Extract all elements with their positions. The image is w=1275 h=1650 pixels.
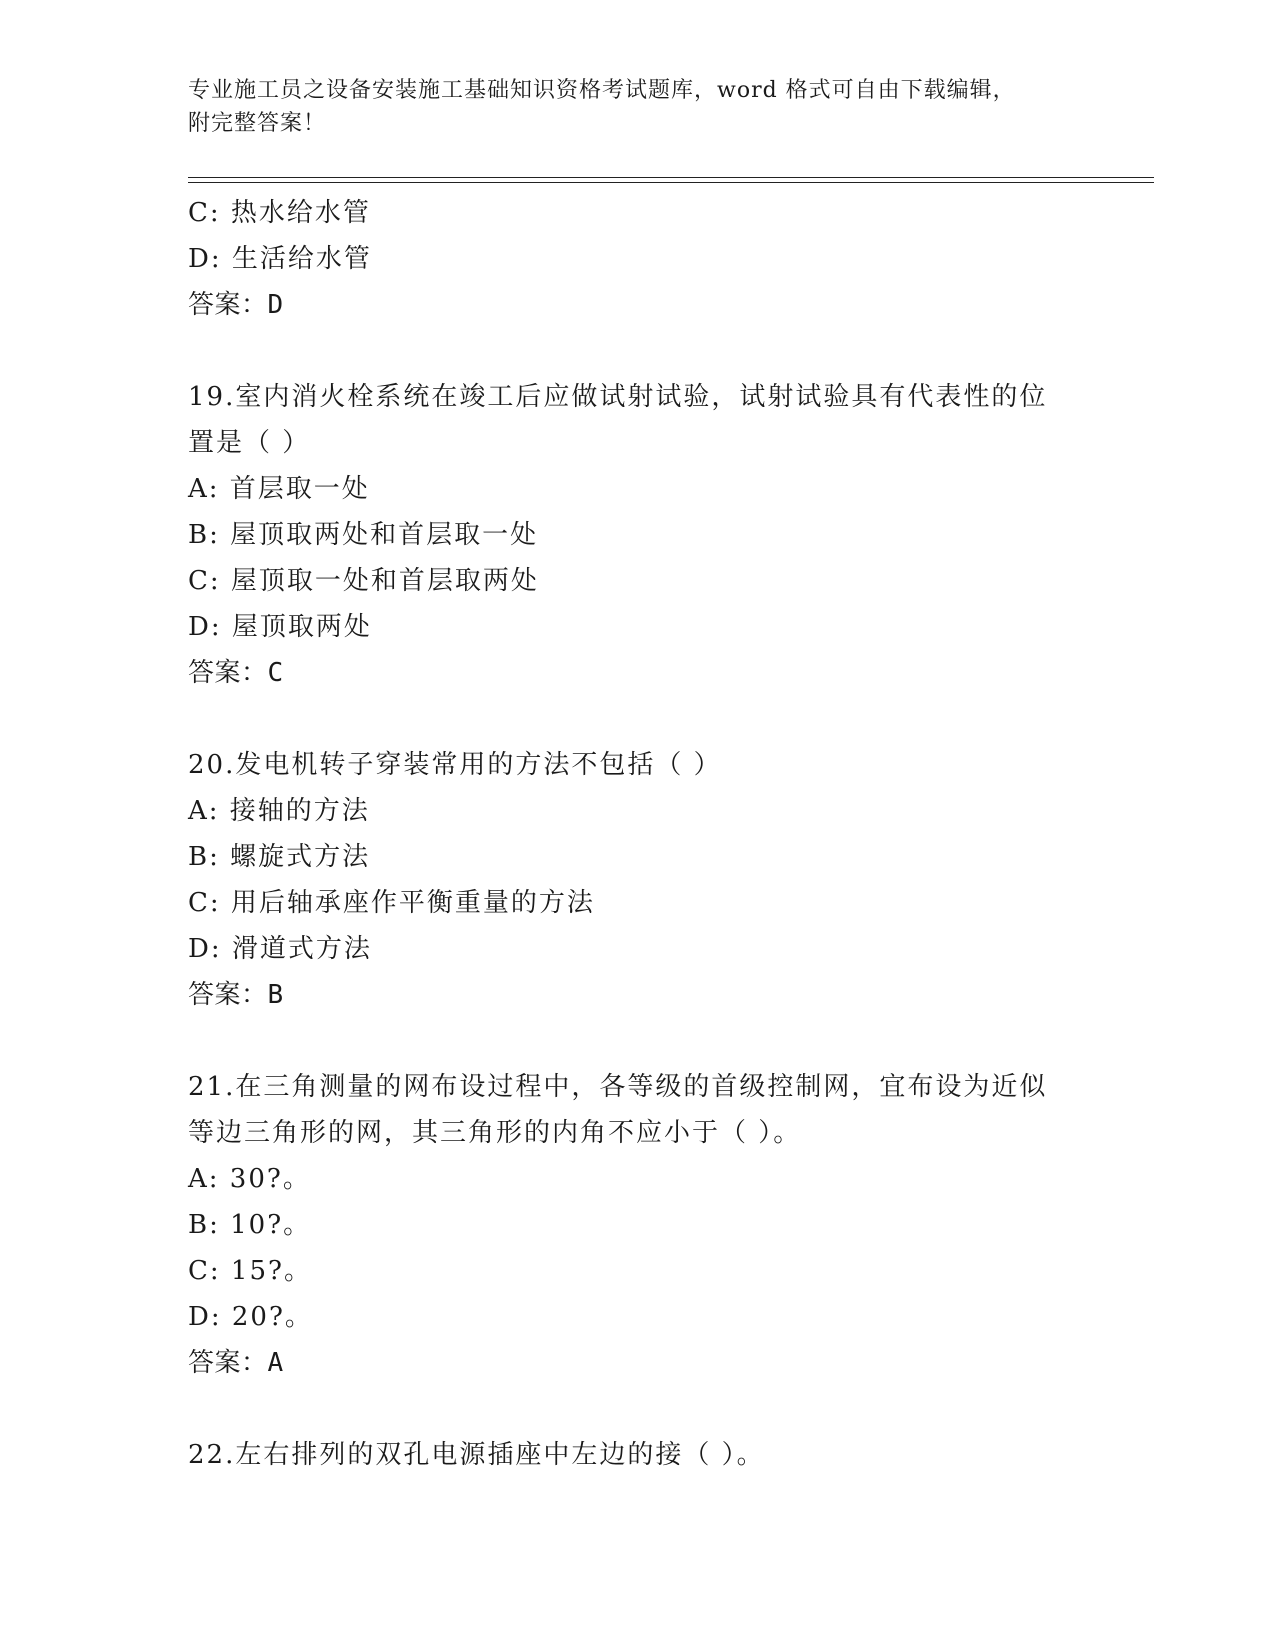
question-stem-continued: 置是（ ）: [188, 428, 311, 458]
option-d: D: 滑道式方法: [188, 934, 372, 964]
question-list: [188, 190, 1088, 1478]
spacer: [188, 696, 1088, 742]
option-a: A: 首层取一处: [188, 474, 370, 504]
option-b: B: 10?。: [188, 1210, 312, 1240]
option-c: C: 用后轴承座作平衡重量的方法: [188, 888, 595, 918]
question-stem: 19.室内消火栓系统在竣工后应做试射试验，试射试验具有代表性的位: [188, 382, 1048, 412]
option-c: C: 屋顶取一处和首层取两处: [188, 566, 539, 596]
question-22: [188, 1432, 1088, 1478]
header-line-2: 附完整答案！: [188, 111, 327, 136]
option-d: D: 20?。: [188, 1302, 313, 1332]
header-line-1: 专业施工员之设备安装施工基础知识资格考试题库，word 格式可自由下载编辑，: [188, 78, 1016, 103]
option-c: C: 15?。: [188, 1256, 312, 1286]
question-19: [188, 374, 1088, 696]
question-20: [188, 742, 1088, 1018]
option-b: B: 螺旋式方法: [188, 842, 371, 872]
question-stem: 21.在三角测量的网布设过程中，各等级的首级控制网，宜布设为近似: [188, 1072, 1048, 1102]
answer-line: 答案：C: [188, 658, 284, 688]
question-stem-continued: 等边三角形的网，其三角形的内角不应小于（ ）。: [188, 1118, 802, 1148]
answer-line: 答案：B: [188, 980, 284, 1010]
option-b: B: 屋顶取两处和首层取一处: [188, 520, 539, 550]
question-21: [188, 1064, 1088, 1386]
question-18-tail: [188, 190, 1088, 328]
answer-line: 答案：A: [188, 1348, 284, 1378]
spacer: [188, 328, 1088, 374]
document-header: [188, 74, 1088, 140]
answer-line: 答案：D: [188, 290, 284, 320]
header-rule-top: [188, 177, 1154, 178]
option-a: A: 30?。: [188, 1164, 311, 1194]
option-d: D: 屋顶取两处: [188, 612, 372, 642]
spacer: [188, 1018, 1088, 1064]
question-stem: 20.发电机转子穿装常用的方法不包括（ ）: [188, 750, 722, 780]
option-d: D: 生活给水管: [188, 244, 372, 274]
option-a: A: 接轴的方法: [188, 796, 370, 826]
question-stem: 22.左右排列的双孔电源插座中左边的接（ ）。: [188, 1440, 765, 1470]
spacer: [188, 1386, 1088, 1432]
option-c: C: 热水给水管: [188, 198, 371, 228]
header-rule-bottom: [188, 182, 1154, 183]
